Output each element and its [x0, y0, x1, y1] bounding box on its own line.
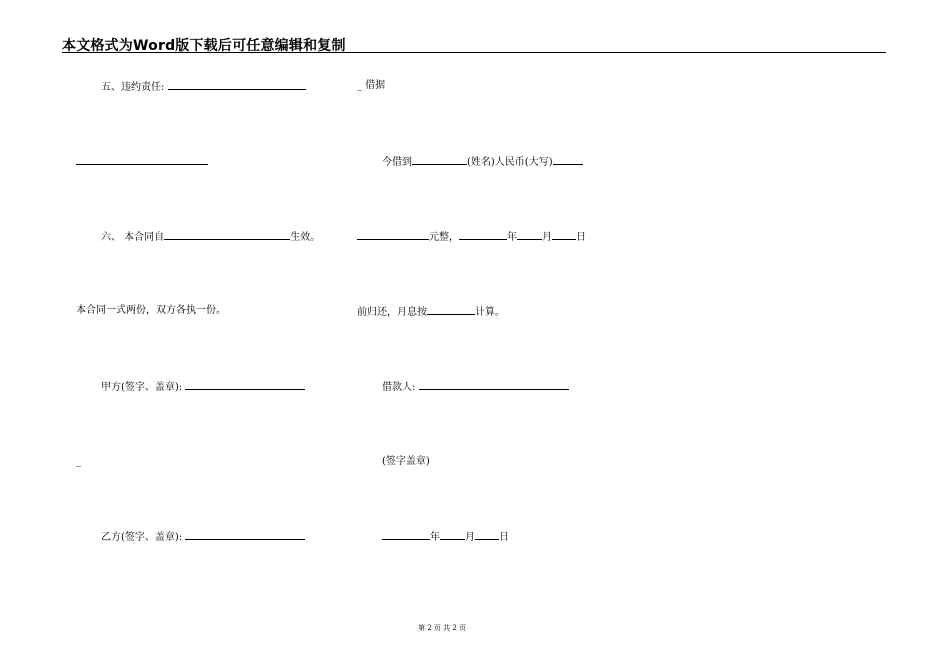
sign-seal-note: (签字盖章): [382, 456, 430, 467]
repayment-prefix: 前归还，月息按: [357, 307, 427, 318]
document-header-title: 本文格式为Word版下载后可任意编辑和复制: [62, 38, 346, 54]
month-label: 月: [542, 232, 552, 243]
party-a-signature-line: [101, 380, 305, 394]
blank-line: [185, 380, 305, 390]
borrowed-line: [382, 155, 583, 169]
effective-suffix: 生效。: [290, 232, 321, 243]
header-rule: [62, 52, 886, 53]
effective-date-line: [101, 230, 320, 244]
blank-line: [440, 530, 465, 540]
blank-line-row: [76, 155, 208, 169]
amount-suffix: 元整，: [429, 232, 459, 243]
party-a-label: 甲方(签字、盖章):: [101, 382, 183, 393]
borrower-label: 借款人:: [382, 382, 416, 393]
breach-liability-label: 五、违约责任:: [101, 82, 165, 93]
stray-underscore: _: [76, 456, 81, 467]
blank-line: [475, 530, 499, 540]
iou-title: _ 借据: [357, 80, 386, 91]
party-b-signature-line: [101, 530, 305, 544]
blank-line: [76, 155, 208, 165]
blank-line: [419, 380, 569, 390]
blank-line: [168, 80, 306, 90]
signature-date-line: [382, 530, 509, 544]
effective-prefix: 六、 本合同自: [101, 232, 165, 243]
blank-line: [164, 230, 290, 240]
borrower-line: [382, 380, 569, 394]
breach-liability-line: [101, 80, 306, 94]
blank-line: [382, 530, 430, 540]
page-number-footer: 第 2 页 共 2 页: [417, 624, 467, 632]
blank-line: [517, 230, 542, 240]
blank-line: [552, 230, 576, 240]
month-label: 月: [465, 532, 475, 543]
day-label: 日: [499, 532, 509, 543]
blank-line: [553, 155, 583, 165]
blank-line: [459, 230, 507, 240]
party-b-label: 乙方(签字、盖章):: [101, 532, 183, 543]
copies-clause: 本合同一式两份，双方各执一份。: [76, 305, 226, 316]
blank-line: [427, 305, 475, 315]
repayment-line: [357, 305, 505, 319]
blank-line: [357, 230, 429, 240]
blank-line: [412, 155, 467, 165]
day-label: 日: [576, 232, 586, 243]
amount-date-line: [357, 230, 586, 244]
repayment-suffix: 计算。: [475, 307, 505, 318]
borrowed-middle: (姓名)人民币(大写): [467, 157, 553, 168]
blank-line: [185, 530, 305, 540]
borrowed-prefix: 今借到: [382, 157, 412, 168]
year-label: 年: [430, 532, 440, 543]
year-label: 年: [507, 232, 517, 243]
